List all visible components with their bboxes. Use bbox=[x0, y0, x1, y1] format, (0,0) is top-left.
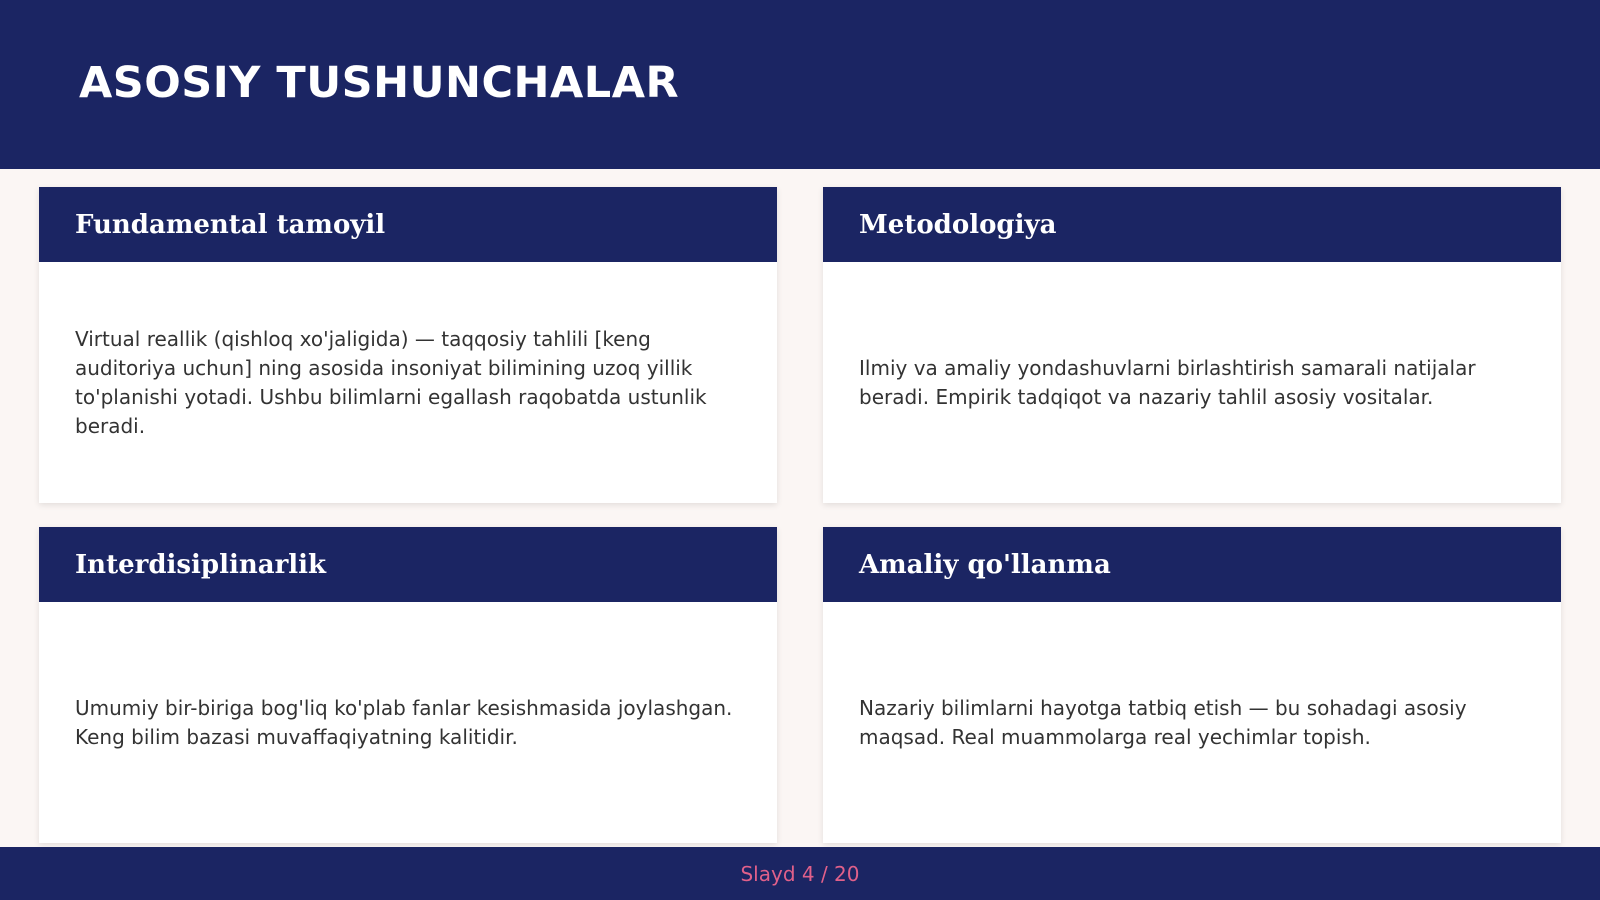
card-title: Metodologiya bbox=[859, 209, 1057, 240]
card-interdisiplinarlik bbox=[39, 527, 777, 843]
card-fundamental-tamoyil bbox=[39, 187, 777, 503]
card-text: Nazariy bilimlarni hayotga tatbiq etish — bu sohadagi asosiy maqsad. Real muammolarga real yechimlar topish. bbox=[859, 695, 1467, 749]
slide-number: Slayd 4 / 20 bbox=[740, 861, 860, 886]
card-title: Fundamental tamoyil bbox=[75, 209, 386, 240]
card-body bbox=[39, 262, 777, 503]
footer-bar bbox=[0, 847, 1600, 900]
card-header bbox=[39, 187, 777, 262]
card-header bbox=[823, 527, 1561, 602]
card-text: Umumiy bir-biriga bog'liq ko'plab fanlar kesishmasida joylashgan. Keng bilim bazasi muvaffaqiyatning kalitidir. bbox=[75, 695, 733, 749]
card-body bbox=[823, 602, 1561, 843]
card-header bbox=[823, 187, 1561, 262]
card-title: Interdisiplinarlik bbox=[75, 549, 327, 580]
card-metodologiya bbox=[823, 187, 1561, 503]
slide-title: ASOSIY TUSHUNCHALAR bbox=[79, 58, 680, 108]
card-body bbox=[823, 262, 1561, 503]
card-title: Amaliy qo'llanma bbox=[859, 549, 1111, 580]
header-bar bbox=[0, 0, 1600, 169]
card-body bbox=[39, 602, 777, 843]
card-amaliy-qollanma bbox=[823, 527, 1561, 843]
card-text: Virtual reallik (qishloq xo'jaligida) — taqqosiy tahlili [keng auditoriya uchun] ning asosida insoniyat bilimining uzoq yillik to'planishi yotadi. Ushbu bilimlarni egallash raqobatda ustunlik beradi. bbox=[75, 326, 707, 438]
card-text: Ilmiy va amaliy yondashuvlarni birlashtirish samarali natijalar beradi. Empirik tadqiqot va nazariy tahlil asosiy vositalar. bbox=[859, 355, 1476, 409]
card-header bbox=[39, 527, 777, 602]
